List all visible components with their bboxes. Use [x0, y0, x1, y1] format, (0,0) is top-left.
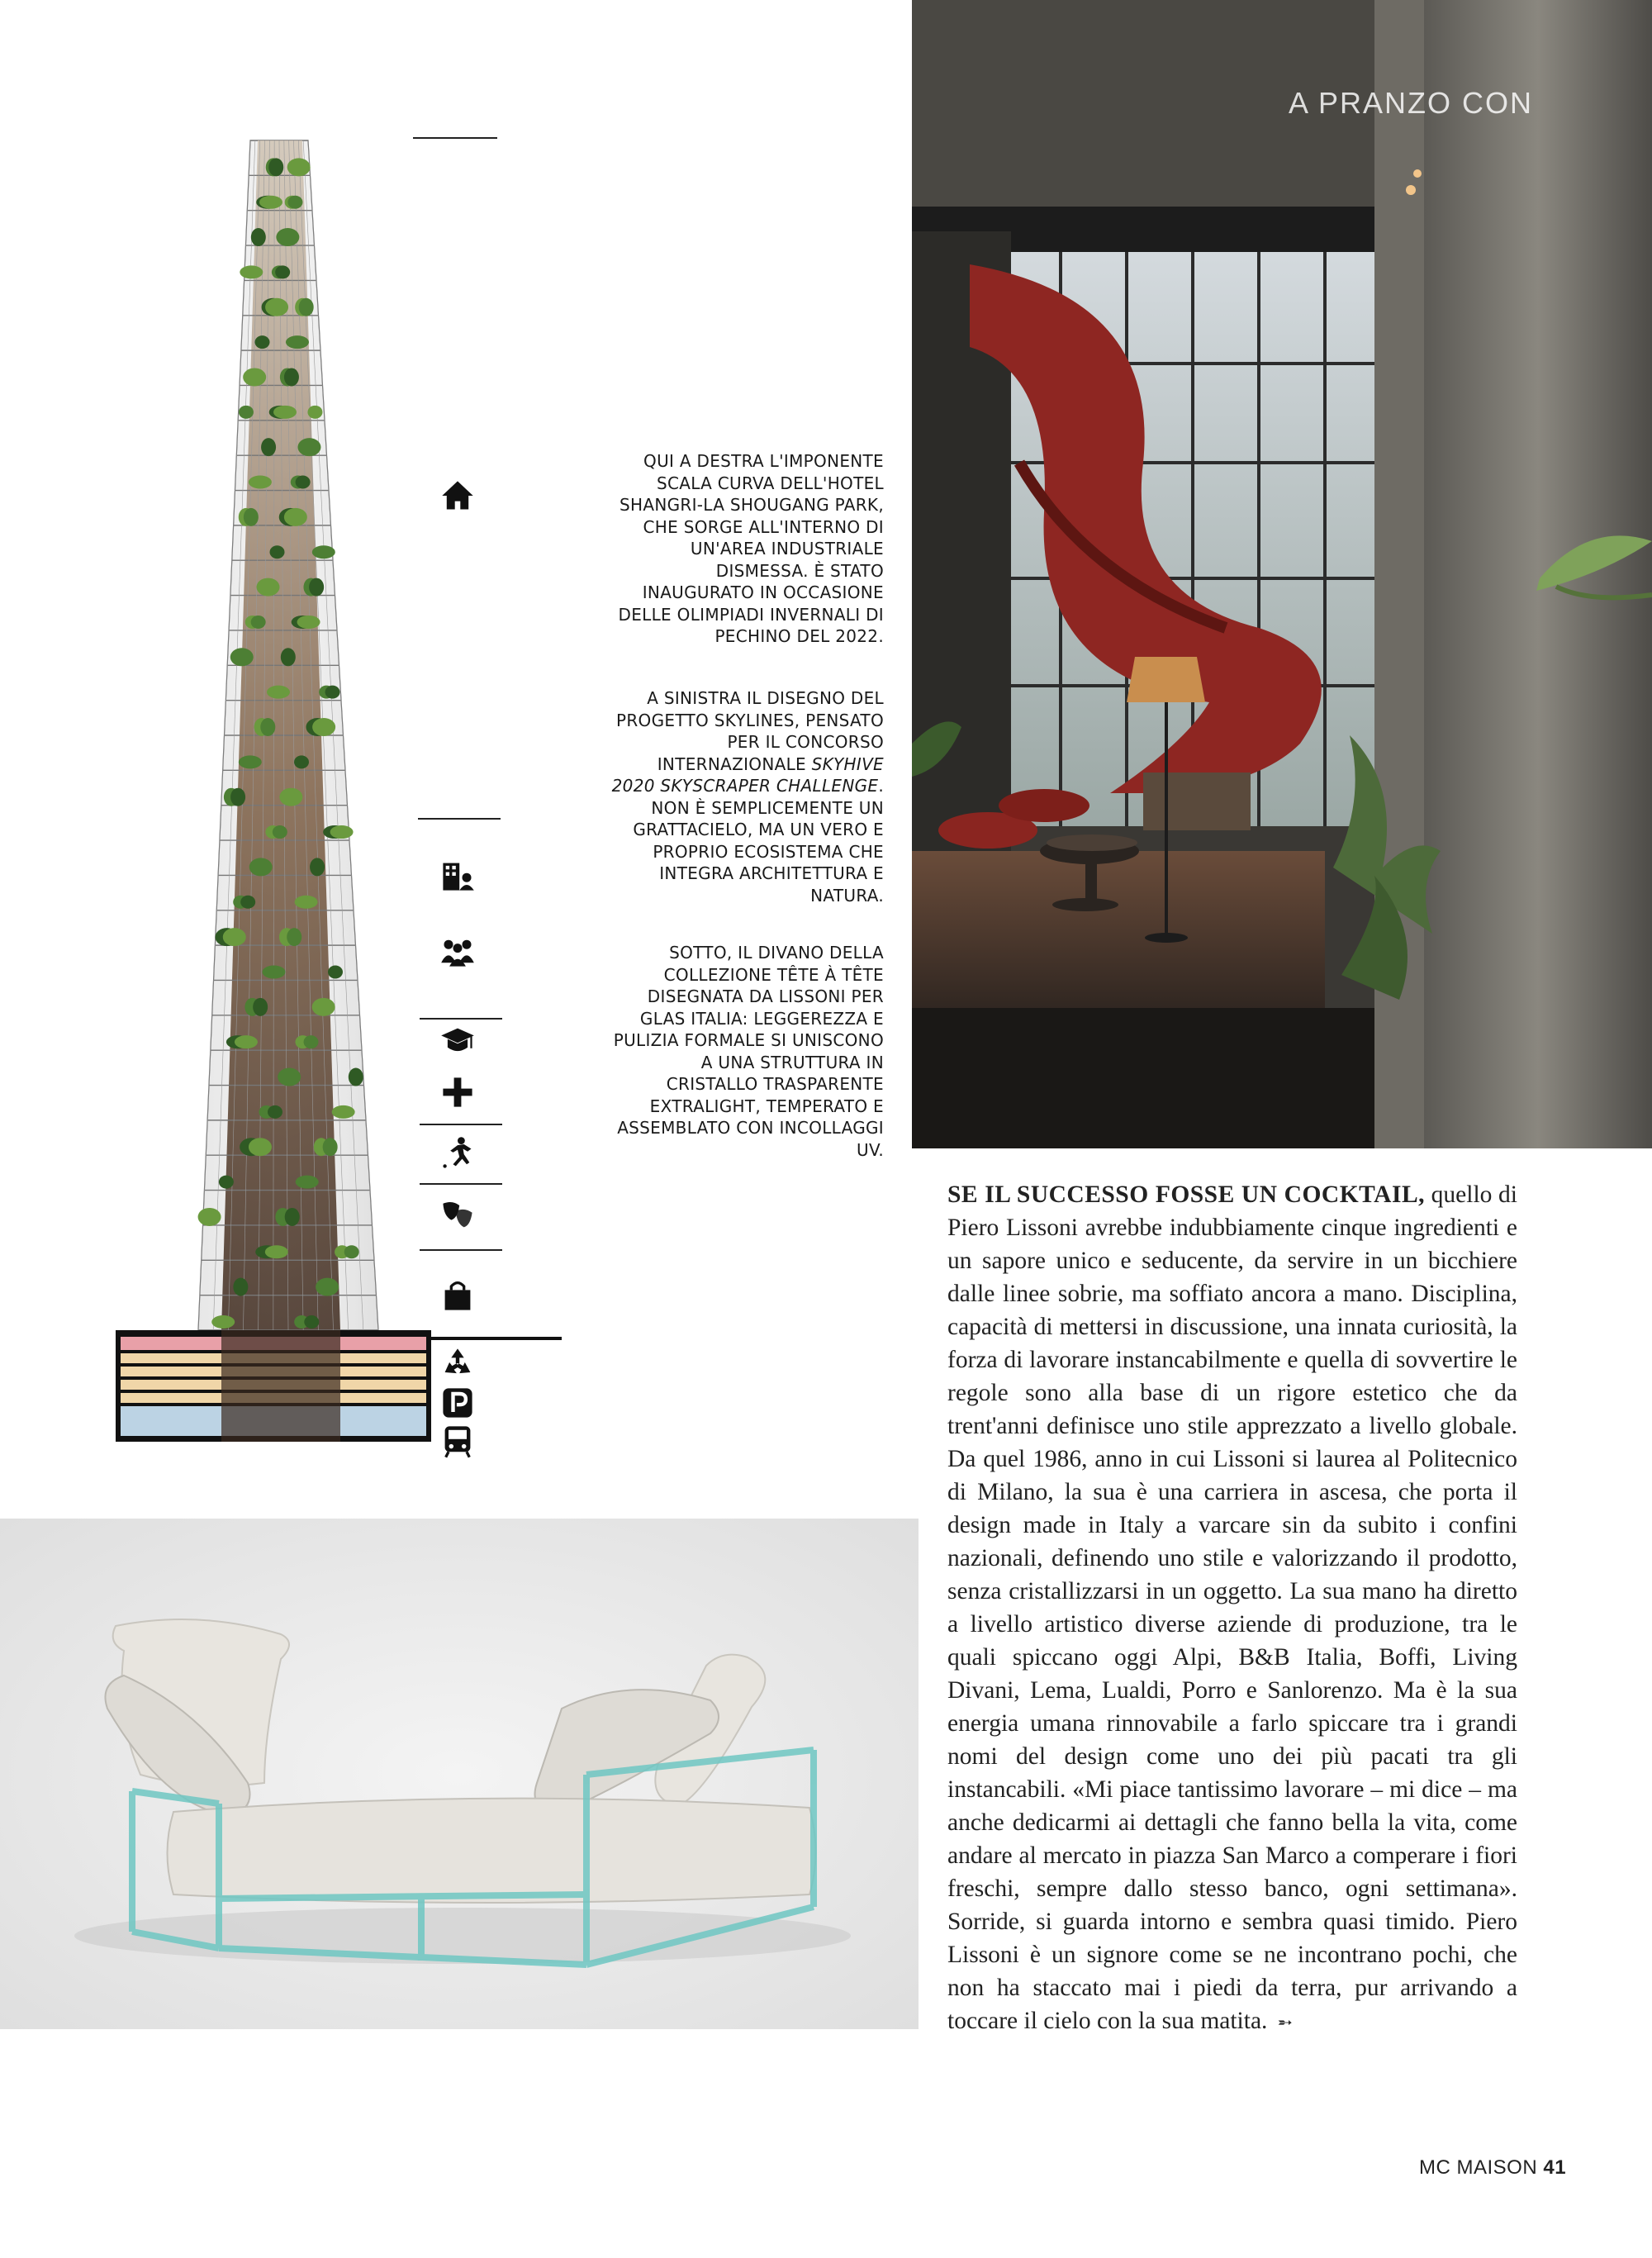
caption-italic-title: SKYHIVE 2020 SKYSCRAPER CHALLENGE [611, 753, 884, 796]
skyscraper-drawing [116, 132, 578, 1471]
house-icon [439, 478, 476, 514]
divider-line [420, 1183, 502, 1185]
office-icon [439, 858, 476, 894]
sofa-photo [0, 1519, 919, 2029]
shopping-bag-icon [439, 1277, 476, 1314]
parking-icon [439, 1385, 476, 1421]
divider-line [420, 1249, 502, 1251]
article-body [947, 1178, 1517, 2040]
divider-line [420, 1018, 502, 1020]
hotel-staircase-photo [912, 0, 1652, 1148]
divider-line [413, 137, 497, 139]
divider-line [420, 1124, 502, 1125]
recycle-icon [439, 1345, 476, 1381]
magazine-name: MC MAISON [1419, 2156, 1538, 2179]
caption-text: A SINISTRA IL DISEGNO DEL PROGETTO SKYLINES, PENSATO PER IL CONCORSO INTERNAZIONALE [616, 688, 884, 774]
divider-line [418, 818, 501, 820]
caption-hotel-staircase: QUI A DESTRA L'IMPONENTE SCALA CURVA DELL'HOTEL SHANGRI-LA SHOUGANG PARK, CHE SORGE ALL'INTERNO DI UN'AREA INDUSTRIALE DISMESSA. È STATO INAUGURATO IN OCCASIONE DELLE OLIMPIADI INVERNALI DI PECHINO DEL 2022. [618, 451, 884, 646]
page-footer [1419, 2156, 1566, 2180]
people-icon [439, 934, 476, 970]
caption-text: . NON È SEMPLICEMENTE UN GRATTACIELO, MA UN VERO E PROPRIO ECOSISTEMA CHE INTEGRA ARCHITETTURA E NATURA. [633, 776, 884, 906]
runner-icon [439, 1135, 476, 1172]
medical-cross-icon [439, 1074, 476, 1110]
continue-arrow-icon: ➵ [1277, 2013, 1293, 2033]
graduation-cap-icon [439, 1023, 476, 1059]
page-number: 41 [1543, 2156, 1567, 2179]
article-text: quello di Piero Lissoni avrebbe indubbiamente cinque ingredienti e un sapore unico e seducente, da servire in un bicchiere dalle linee sobrie, ma soffiato ancora a mano. Disciplina, capacità di mettersi in discussione, una innata curiosità, la forza di lavorare instancabilmente e quella di sovvertire le regole sono alla base di un rigore estetico che da trent'anni definisce uno stile apprezzato a livello globale. Da quel 1986, anno in cui Lissoni si laurea al Politecnico di Milano, la sua è una carriera in ascesa, che porta il design made in Italy a varcare sin da subito i confini nazionali, definendo uno stile e valorizzando il prodotto, senza cristallizzarsi in un oggetto. La sua mano ha diretto a livello artistico diverse aziende di produzione, tra le quali spiccano oggi Alpi, B&B Italia, Boffi, Living Divani, Lema, Lualdi, Porro e Sanlorenzo. Ma è la sua energia umana rinnovabile a farlo spiccare tra i grandi nomi del design come uno dei più pacati tra gli instancabili. «Mi piace tantissimo lavorare – mi dice – ma anche dedicarmi ai dettagli che fanno bella la vita, come andare al mercato in piazza San Marco a comperare i fiori freschi, sempre dallo stesso banco, ogni settimana». Sorride, si guarda intorno e sembra quasi timido. Piero Lissoni è un signore come se ne incontrano pochi, che non ha staccato mai i piedi da terra, pur arrivando a toccare il cielo con la sua matita. [947, 1181, 1517, 2034]
caption-skylines-project [611, 687, 884, 906]
theater-masks-icon [439, 1196, 476, 1233]
section-label: A PRANZO CON [1289, 86, 1534, 120]
train-icon [439, 1423, 476, 1459]
article-lead: SE IL SUCCESSO FOSSE UN COCKTAIL, [947, 1181, 1425, 1208]
caption-sofa: SOTTO, IL DIVANO DELLA COLLEZIONE TÊTE À TÊTE DISEGNATA DA LISSONI PER GLAS ITALIA: LEGGEREZZA E PULIZIA FORMALE SI UNISCONO A UNA STRUTTURA IN CRISTALLO TRASPARENTE EXTRALIGHT, TEMPERATO E ASSEMBLATO CON INCOLLAGGI UV. [613, 943, 884, 1160]
